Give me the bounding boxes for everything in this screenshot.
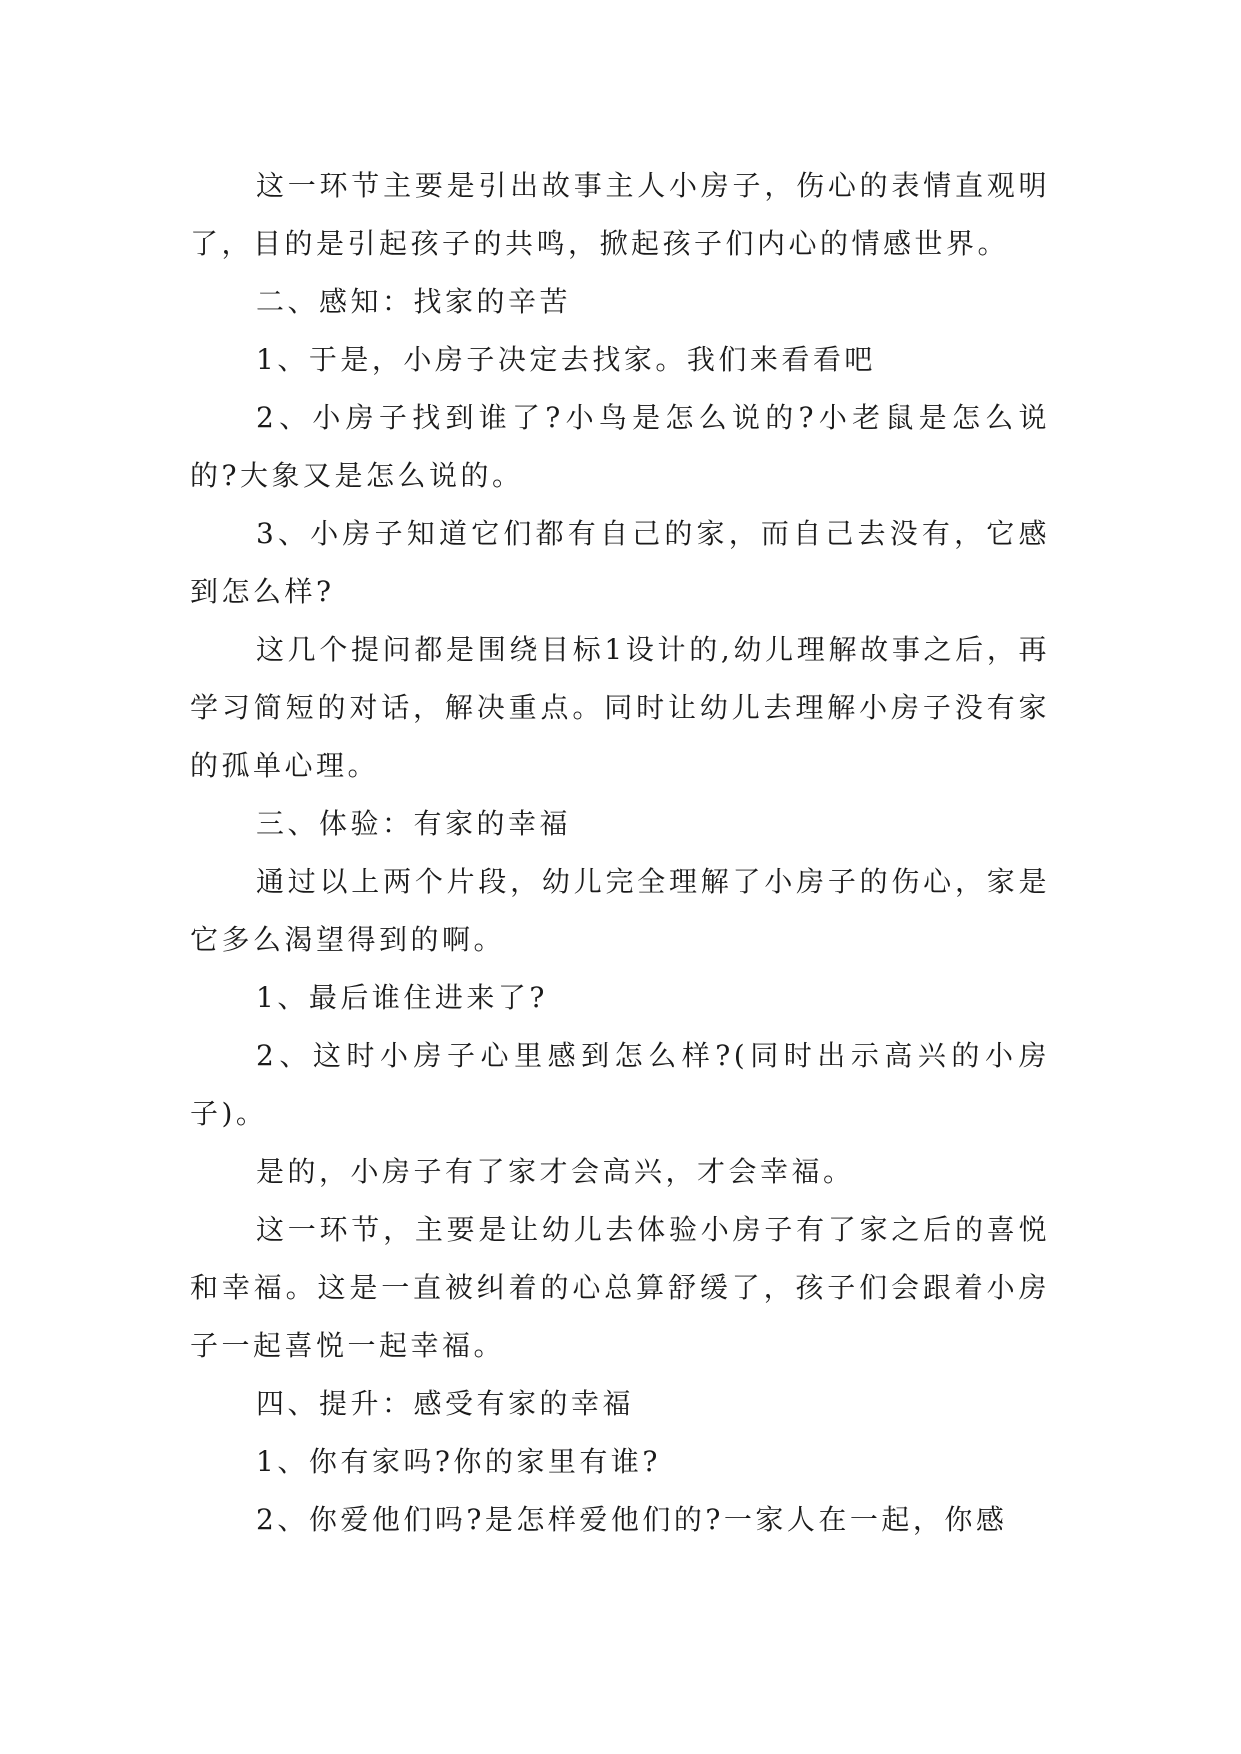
list-item-3-1: 1、最后谁住进来了? (256, 981, 548, 1014)
paragraph-section-3-intro: 通过以上两个片段，幼儿完全理解了小房子的伤心，家是它多么渴望得到的啊。 (190, 865, 1050, 956)
document-body (190, 157, 1050, 1549)
list-item-2-1: 1、于是，小房子决定去找家。我们来看看吧 (256, 343, 876, 376)
heading-section-4: 四、提升：感受有家的幸福 (256, 1387, 635, 1420)
paragraph-section-summary-2: 这几个提问都是围绕目标1设计的,幼儿理解故事之后，再学习简短的对话，解决重点。同时让幼儿去理解小房子没有家的孤单心理。 (190, 633, 1050, 782)
list-item-3-2: 2、这时小房子心里感到怎么样?(同时出示高兴的小房子)。 (190, 1039, 1050, 1130)
list-item-2-2: 2、小房子找到谁了?小鸟是怎么说的?小老鼠是怎么说的?大象又是怎么说的。 (190, 401, 1050, 492)
paragraph-section-summary-1: 这一环节主要是引出故事主人小房子，伤心的表情直观明了，目的是引起孩子的共鸣，掀起孩子们内心的情感世界。 (190, 169, 1050, 260)
list-item-4-1: 1、你有家吗?你的家里有谁? (256, 1445, 661, 1478)
paragraph-section-summary-3: 这一环节，主要是让幼儿去体验小房子有了家之后的喜悦和幸福。这是一直被纠着的心总算舒缓了，孩子们会跟着小房子一起喜悦一起幸福。 (190, 1213, 1050, 1362)
list-item-2-3: 3、小房子知道它们都有自己的家，而自己去没有，它感到怎么样? (190, 517, 1050, 608)
list-item-4-2: 2、你爱他们吗?是怎样爱他们的?一家人在一起，你感 (256, 1503, 1008, 1536)
heading-section-3: 三、体验：有家的幸福 (256, 807, 572, 840)
heading-section-2: 二、感知：找家的辛苦 (256, 285, 572, 318)
paragraph-section-3-answer: 是的，小房子有了家才会高兴，才会幸福。 (256, 1155, 855, 1188)
